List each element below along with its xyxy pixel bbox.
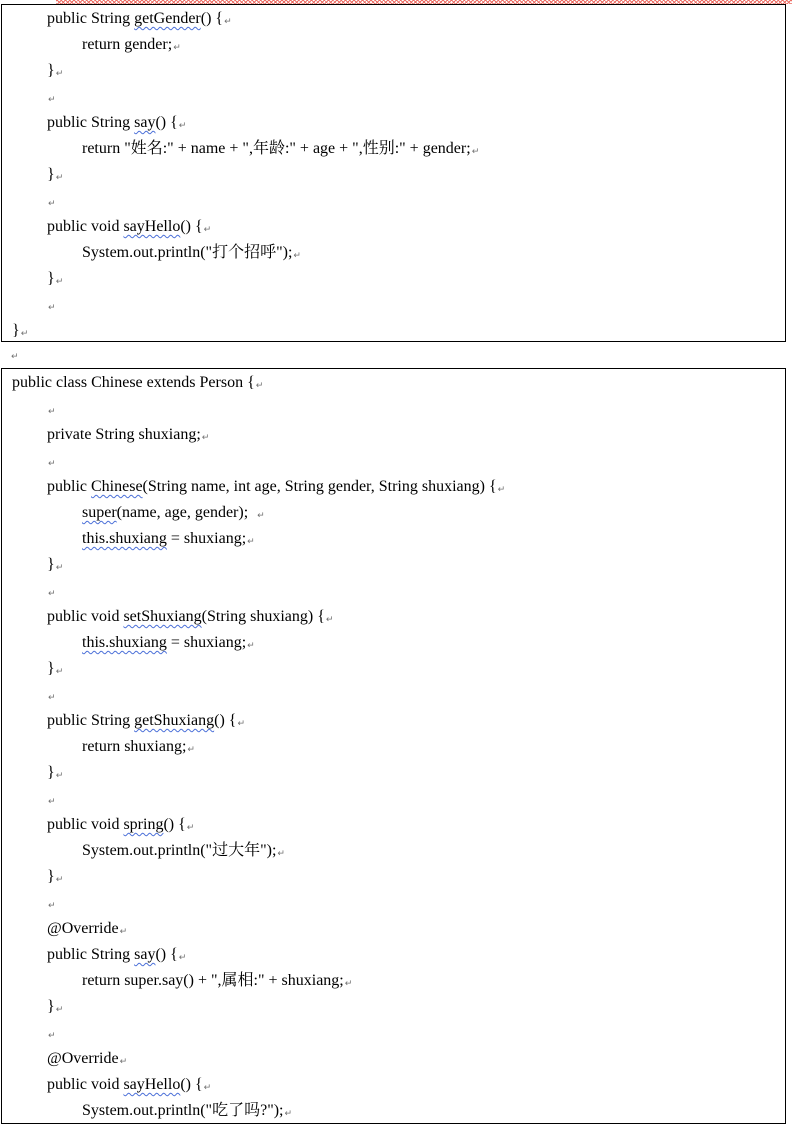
code-line	[47, 61, 63, 81]
paragraph-mark-icon: ↵	[55, 667, 64, 677]
code-line	[82, 841, 285, 861]
code-line	[47, 815, 194, 835]
paragraph-mark-icon: ↵	[187, 745, 195, 755]
paragraph-mark-icon: ↵	[203, 1083, 212, 1093]
paragraph-mark-icon: ↵	[201, 433, 210, 443]
code-text: (name, age, gender);	[116, 504, 257, 521]
paragraph-mark-icon: ↵	[247, 641, 255, 651]
spellcheck-underlined-token: super	[82, 504, 117, 521]
paragraph-mark-between-blocks	[10, 345, 19, 363]
code-line	[82, 1101, 292, 1121]
code-text: public	[47, 478, 91, 495]
code-text: System.out.println("打个招呼");	[82, 244, 293, 261]
paragraph-mark-icon: ↵	[11, 352, 19, 362]
code-text: (String name, int age, String gender, String shuxiang) {	[142, 478, 497, 495]
spellcheck-underlined-token: setShuxiang	[123, 608, 202, 625]
code-line	[82, 529, 255, 549]
paragraph-mark-icon: ↵	[48, 95, 56, 105]
code-text: return shuxiang;	[82, 738, 187, 755]
paragraph-mark-icon: ↵	[55, 563, 64, 573]
code-text: System.out.println("吃了吗?");	[82, 1102, 284, 1119]
spellcheck-underlined-token: this.shuxiang	[82, 634, 167, 651]
code-text: () {	[200, 10, 224, 27]
code-text: }	[12, 322, 20, 339]
code-text: public void	[47, 1076, 124, 1093]
spellcheck-underlined-token: this.shuxiang	[82, 530, 167, 547]
paragraph-mark-icon: ↵	[119, 1057, 128, 1067]
spellcheck-underlined-token: say	[134, 114, 156, 131]
paragraph-mark-icon: ↵	[255, 381, 264, 391]
code-text: public void	[47, 816, 124, 833]
spellcheck-underlined-token: say	[134, 946, 156, 963]
code-block-chinese-class	[1, 368, 786, 1124]
paragraph-mark-icon: ↵	[55, 69, 64, 79]
paragraph-mark-icon: ↵	[325, 615, 334, 625]
code-line	[47, 87, 56, 107]
code-line	[82, 633, 255, 653]
code-text: }	[47, 660, 55, 677]
code-text: () {	[214, 712, 237, 729]
code-line	[47, 191, 56, 211]
code-line	[47, 217, 211, 237]
paragraph-mark-icon: ↵	[48, 199, 56, 209]
code-line	[47, 451, 56, 471]
code-text: }	[47, 868, 55, 885]
code-line	[82, 737, 195, 757]
code-line	[47, 1023, 56, 1043]
code-line	[47, 711, 245, 731]
code-text: (String shuxiang) {	[201, 608, 325, 625]
code-line	[47, 945, 186, 965]
paragraph-mark-icon: ↵	[247, 537, 255, 547]
code-text: public void	[47, 218, 124, 235]
paragraph-mark-icon: ↵	[344, 979, 353, 989]
code-line	[47, 919, 127, 939]
paragraph-mark-icon: ↵	[173, 43, 181, 53]
paragraph-mark-icon: ↵	[497, 485, 506, 495]
paragraph-mark-icon: ↵	[119, 927, 128, 937]
code-text: System.out.println("过大年");	[82, 842, 277, 859]
spellcheck-underlined-token: sayHello	[123, 1076, 181, 1093]
code-text: }	[47, 166, 55, 183]
paragraph-mark-icon: ↵	[55, 277, 64, 287]
code-line	[12, 373, 263, 393]
code-text: () {	[155, 946, 178, 963]
code-line	[82, 139, 479, 159]
code-line	[47, 763, 63, 783]
code-line	[47, 425, 209, 445]
code-text: return "姓名:" + name + ",年龄:" + age + ",性别:" + gender;	[82, 140, 471, 157]
code-line	[12, 321, 28, 341]
code-line	[82, 35, 181, 55]
spellcheck-underlined-token: getShuxiang	[134, 712, 215, 729]
code-text: }	[47, 998, 55, 1015]
spellcheck-underlined-token: spring	[123, 816, 164, 833]
paragraph-mark-icon: ↵	[48, 407, 56, 417]
code-text: public class Chinese extends Person {	[12, 374, 255, 391]
code-text: @Override	[47, 1050, 119, 1067]
code-text: return super.say() + ",属相:" + shuxiang;	[82, 972, 344, 989]
paragraph-mark-icon: ↵	[284, 1109, 293, 1119]
code-text: = shuxiang;	[166, 530, 247, 547]
paragraph-mark-icon: ↵	[48, 901, 56, 911]
paragraph-mark-icon: ↵	[20, 329, 29, 339]
code-line	[47, 165, 63, 185]
code-text: @Override	[47, 920, 119, 937]
paragraph-mark-icon: ↵	[48, 693, 56, 703]
code-text: () {	[155, 114, 178, 131]
paragraph-mark-icon: ↵	[237, 719, 245, 729]
paragraph-mark-icon: ↵	[48, 459, 56, 469]
code-line	[47, 9, 232, 29]
code-line	[47, 295, 56, 315]
code-text: }	[47, 62, 55, 79]
code-text: public void	[47, 608, 124, 625]
paragraph-mark-icon: ↵	[293, 251, 301, 261]
paragraph-mark-icon: ↵	[48, 1031, 56, 1041]
code-text: public String	[47, 114, 135, 131]
code-line	[47, 997, 63, 1017]
code-text: () {	[180, 218, 203, 235]
paragraph-mark-icon: ↵	[48, 303, 56, 313]
code-text: }	[47, 764, 55, 781]
code-text: () {	[180, 1076, 203, 1093]
paragraph-mark-icon: ↵	[178, 953, 187, 963]
code-line	[47, 789, 56, 809]
paragraph-mark-icon: ↵	[178, 121, 187, 131]
code-line	[47, 607, 333, 627]
paragraph-mark-icon: ↵	[48, 589, 56, 599]
code-text: }	[47, 556, 55, 573]
code-text: public String	[47, 10, 135, 27]
paragraph-mark-icon: ↵	[224, 17, 232, 27]
paragraph-mark-icon: ↵	[55, 875, 64, 885]
code-line	[82, 243, 301, 263]
code-line	[47, 269, 63, 289]
code-line	[47, 867, 63, 887]
paragraph-mark-icon: ↵	[55, 173, 64, 183]
paragraph-mark-icon: ↵	[55, 1005, 64, 1015]
code-line	[82, 971, 352, 991]
code-line	[47, 477, 505, 497]
code-text: public String	[47, 946, 135, 963]
code-line	[47, 399, 56, 419]
spellcheck-underlined-token: Chinese	[91, 478, 143, 495]
code-line	[47, 1049, 127, 1069]
code-line	[47, 581, 56, 601]
paragraph-mark-icon: ↵	[186, 823, 195, 833]
code-text: }	[47, 270, 55, 287]
paragraph-mark-icon: ↵	[257, 511, 265, 521]
code-block-person-end	[1, 4, 786, 342]
code-text: () {	[163, 816, 186, 833]
code-text: private String shuxiang;	[47, 426, 201, 443]
code-line	[47, 555, 63, 575]
code-text: return gender;	[82, 36, 173, 53]
code-line	[82, 503, 265, 523]
code-line	[47, 659, 63, 679]
code-line	[47, 1075, 211, 1095]
paragraph-mark-icon: ↵	[471, 147, 480, 157]
code-text: public String	[47, 712, 135, 729]
paragraph-mark-icon: ↵	[55, 771, 64, 781]
code-line	[47, 893, 56, 913]
code-line	[47, 113, 186, 133]
paragraph-mark-icon: ↵	[48, 797, 56, 807]
code-text: = shuxiang;	[166, 634, 247, 651]
code-line	[47, 685, 56, 705]
paragraph-mark-icon: ↵	[203, 225, 212, 235]
spellcheck-underlined-token: sayHello	[123, 218, 181, 235]
paragraph-mark-icon: ↵	[277, 849, 285, 859]
spellcheck-underlined-token: getGender	[134, 10, 201, 27]
